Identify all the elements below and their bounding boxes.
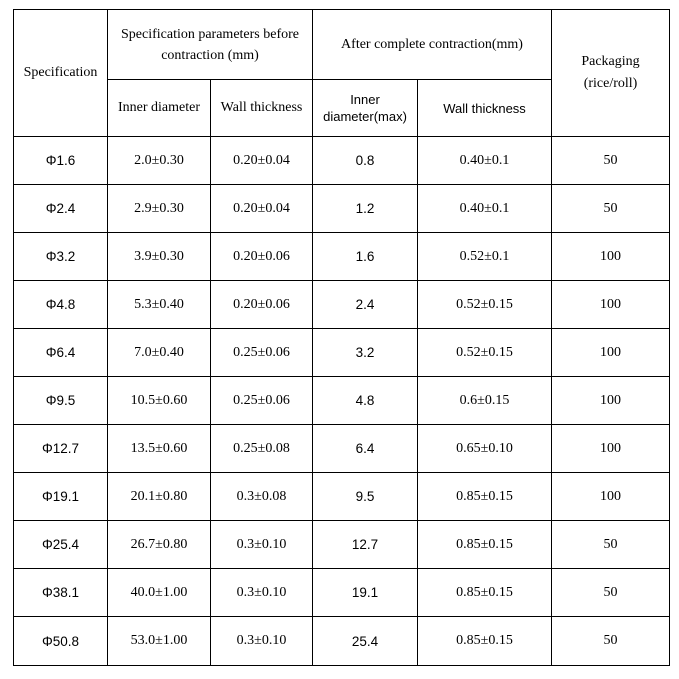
cell-before-inner-diameter: 20.1±0.80 (108, 473, 211, 521)
cell-after-inner-diameter: 4.8 (313, 377, 418, 425)
table-row (14, 233, 670, 281)
table-row (14, 377, 670, 425)
cell-packaging: 100 (552, 329, 670, 377)
cell-specification: Φ2.4 (14, 185, 108, 233)
table-row (14, 137, 670, 185)
cell-before-wall-thickness: 0.20±0.04 (211, 185, 313, 233)
cell-specification: Φ4.8 (14, 281, 108, 329)
cell-after-wall-thickness: 0.85±0.15 (418, 569, 552, 617)
cell-before-wall-thickness: 0.25±0.08 (211, 425, 313, 473)
cell-after-inner-diameter: 9.5 (313, 473, 418, 521)
header-after-wall-thickness: Wall thickness (418, 80, 552, 137)
cell-after-inner-diameter: 0.8 (313, 137, 418, 185)
cell-after-wall-thickness: 0.52±0.15 (418, 281, 552, 329)
cell-before-inner-diameter: 5.3±0.40 (108, 281, 211, 329)
cell-after-wall-thickness: 0.40±0.1 (418, 137, 552, 185)
header-packaging: Packaging (rice/roll) (552, 10, 670, 137)
specification-table (13, 9, 670, 666)
cell-packaging: 100 (552, 281, 670, 329)
cell-before-wall-thickness: 0.3±0.10 (211, 521, 313, 569)
cell-before-inner-diameter: 3.9±0.30 (108, 233, 211, 281)
cell-after-inner-diameter: 25.4 (313, 617, 418, 666)
cell-after-inner-diameter: 19.1 (313, 569, 418, 617)
cell-specification: Φ6.4 (14, 329, 108, 377)
cell-before-wall-thickness: 0.20±0.06 (211, 233, 313, 281)
cell-after-inner-diameter: 6.4 (313, 425, 418, 473)
cell-specification: Φ25.4 (14, 521, 108, 569)
table-body (14, 137, 670, 666)
cell-packaging: 50 (552, 521, 670, 569)
cell-packaging: 100 (552, 377, 670, 425)
header-after-contraction: After complete contraction(mm) (313, 10, 552, 80)
cell-specification: Φ19.1 (14, 473, 108, 521)
cell-before-inner-diameter: 13.5±0.60 (108, 425, 211, 473)
cell-after-wall-thickness: 0.85±0.15 (418, 473, 552, 521)
cell-before-inner-diameter: 53.0±1.00 (108, 617, 211, 666)
cell-after-inner-diameter: 3.2 (313, 329, 418, 377)
table-row (14, 473, 670, 521)
cell-specification: Φ38.1 (14, 569, 108, 617)
cell-after-inner-diameter: 1.6 (313, 233, 418, 281)
table-row (14, 569, 670, 617)
header-before-contraction: Specification parameters before contraction (mm) (108, 10, 313, 80)
cell-before-inner-diameter: 7.0±0.40 (108, 329, 211, 377)
cell-packaging: 50 (552, 185, 670, 233)
cell-packaging: 100 (552, 425, 670, 473)
cell-before-inner-diameter: 26.7±0.80 (108, 521, 211, 569)
cell-after-inner-diameter: 2.4 (313, 281, 418, 329)
header-specification: Specification (14, 10, 108, 137)
table-row (14, 281, 670, 329)
cell-before-inner-diameter: 40.0±1.00 (108, 569, 211, 617)
header-before-wall-thickness: Wall thickness (211, 80, 313, 137)
cell-before-wall-thickness: 0.3±0.10 (211, 617, 313, 666)
cell-before-inner-diameter: 2.0±0.30 (108, 137, 211, 185)
table-row (14, 185, 670, 233)
cell-packaging: 50 (552, 569, 670, 617)
cell-packaging: 100 (552, 473, 670, 521)
cell-after-wall-thickness: 0.85±0.15 (418, 521, 552, 569)
cell-before-wall-thickness: 0.25±0.06 (211, 329, 313, 377)
header-before-inner-diameter: Inner diameter (108, 80, 211, 137)
cell-specification: Φ3.2 (14, 233, 108, 281)
cell-after-inner-diameter: 12.7 (313, 521, 418, 569)
cell-specification: Φ9.5 (14, 377, 108, 425)
cell-packaging: 100 (552, 233, 670, 281)
cell-specification: Φ50.8 (14, 617, 108, 666)
cell-specification: Φ12.7 (14, 425, 108, 473)
cell-before-inner-diameter: 2.9±0.30 (108, 185, 211, 233)
cell-before-wall-thickness: 0.20±0.06 (211, 281, 313, 329)
cell-before-wall-thickness: 0.25±0.06 (211, 377, 313, 425)
cell-before-wall-thickness: 0.3±0.08 (211, 473, 313, 521)
cell-specification: Φ1.6 (14, 137, 108, 185)
table-row (14, 617, 670, 666)
table-row (14, 425, 670, 473)
cell-after-wall-thickness: 0.52±0.15 (418, 329, 552, 377)
cell-before-inner-diameter: 10.5±0.60 (108, 377, 211, 425)
table-row (14, 329, 670, 377)
cell-after-wall-thickness: 0.40±0.1 (418, 185, 552, 233)
cell-before-wall-thickness: 0.20±0.04 (211, 137, 313, 185)
cell-after-wall-thickness: 0.6±0.15 (418, 377, 552, 425)
cell-after-inner-diameter: 1.2 (313, 185, 418, 233)
cell-after-wall-thickness: 0.85±0.15 (418, 617, 552, 666)
header-after-inner-diameter: Inner diameter(max) (313, 80, 418, 137)
cell-packaging: 50 (552, 137, 670, 185)
table-row (14, 521, 670, 569)
cell-after-wall-thickness: 0.65±0.10 (418, 425, 552, 473)
cell-packaging: 50 (552, 617, 670, 666)
cell-before-wall-thickness: 0.3±0.10 (211, 569, 313, 617)
cell-after-wall-thickness: 0.52±0.1 (418, 233, 552, 281)
